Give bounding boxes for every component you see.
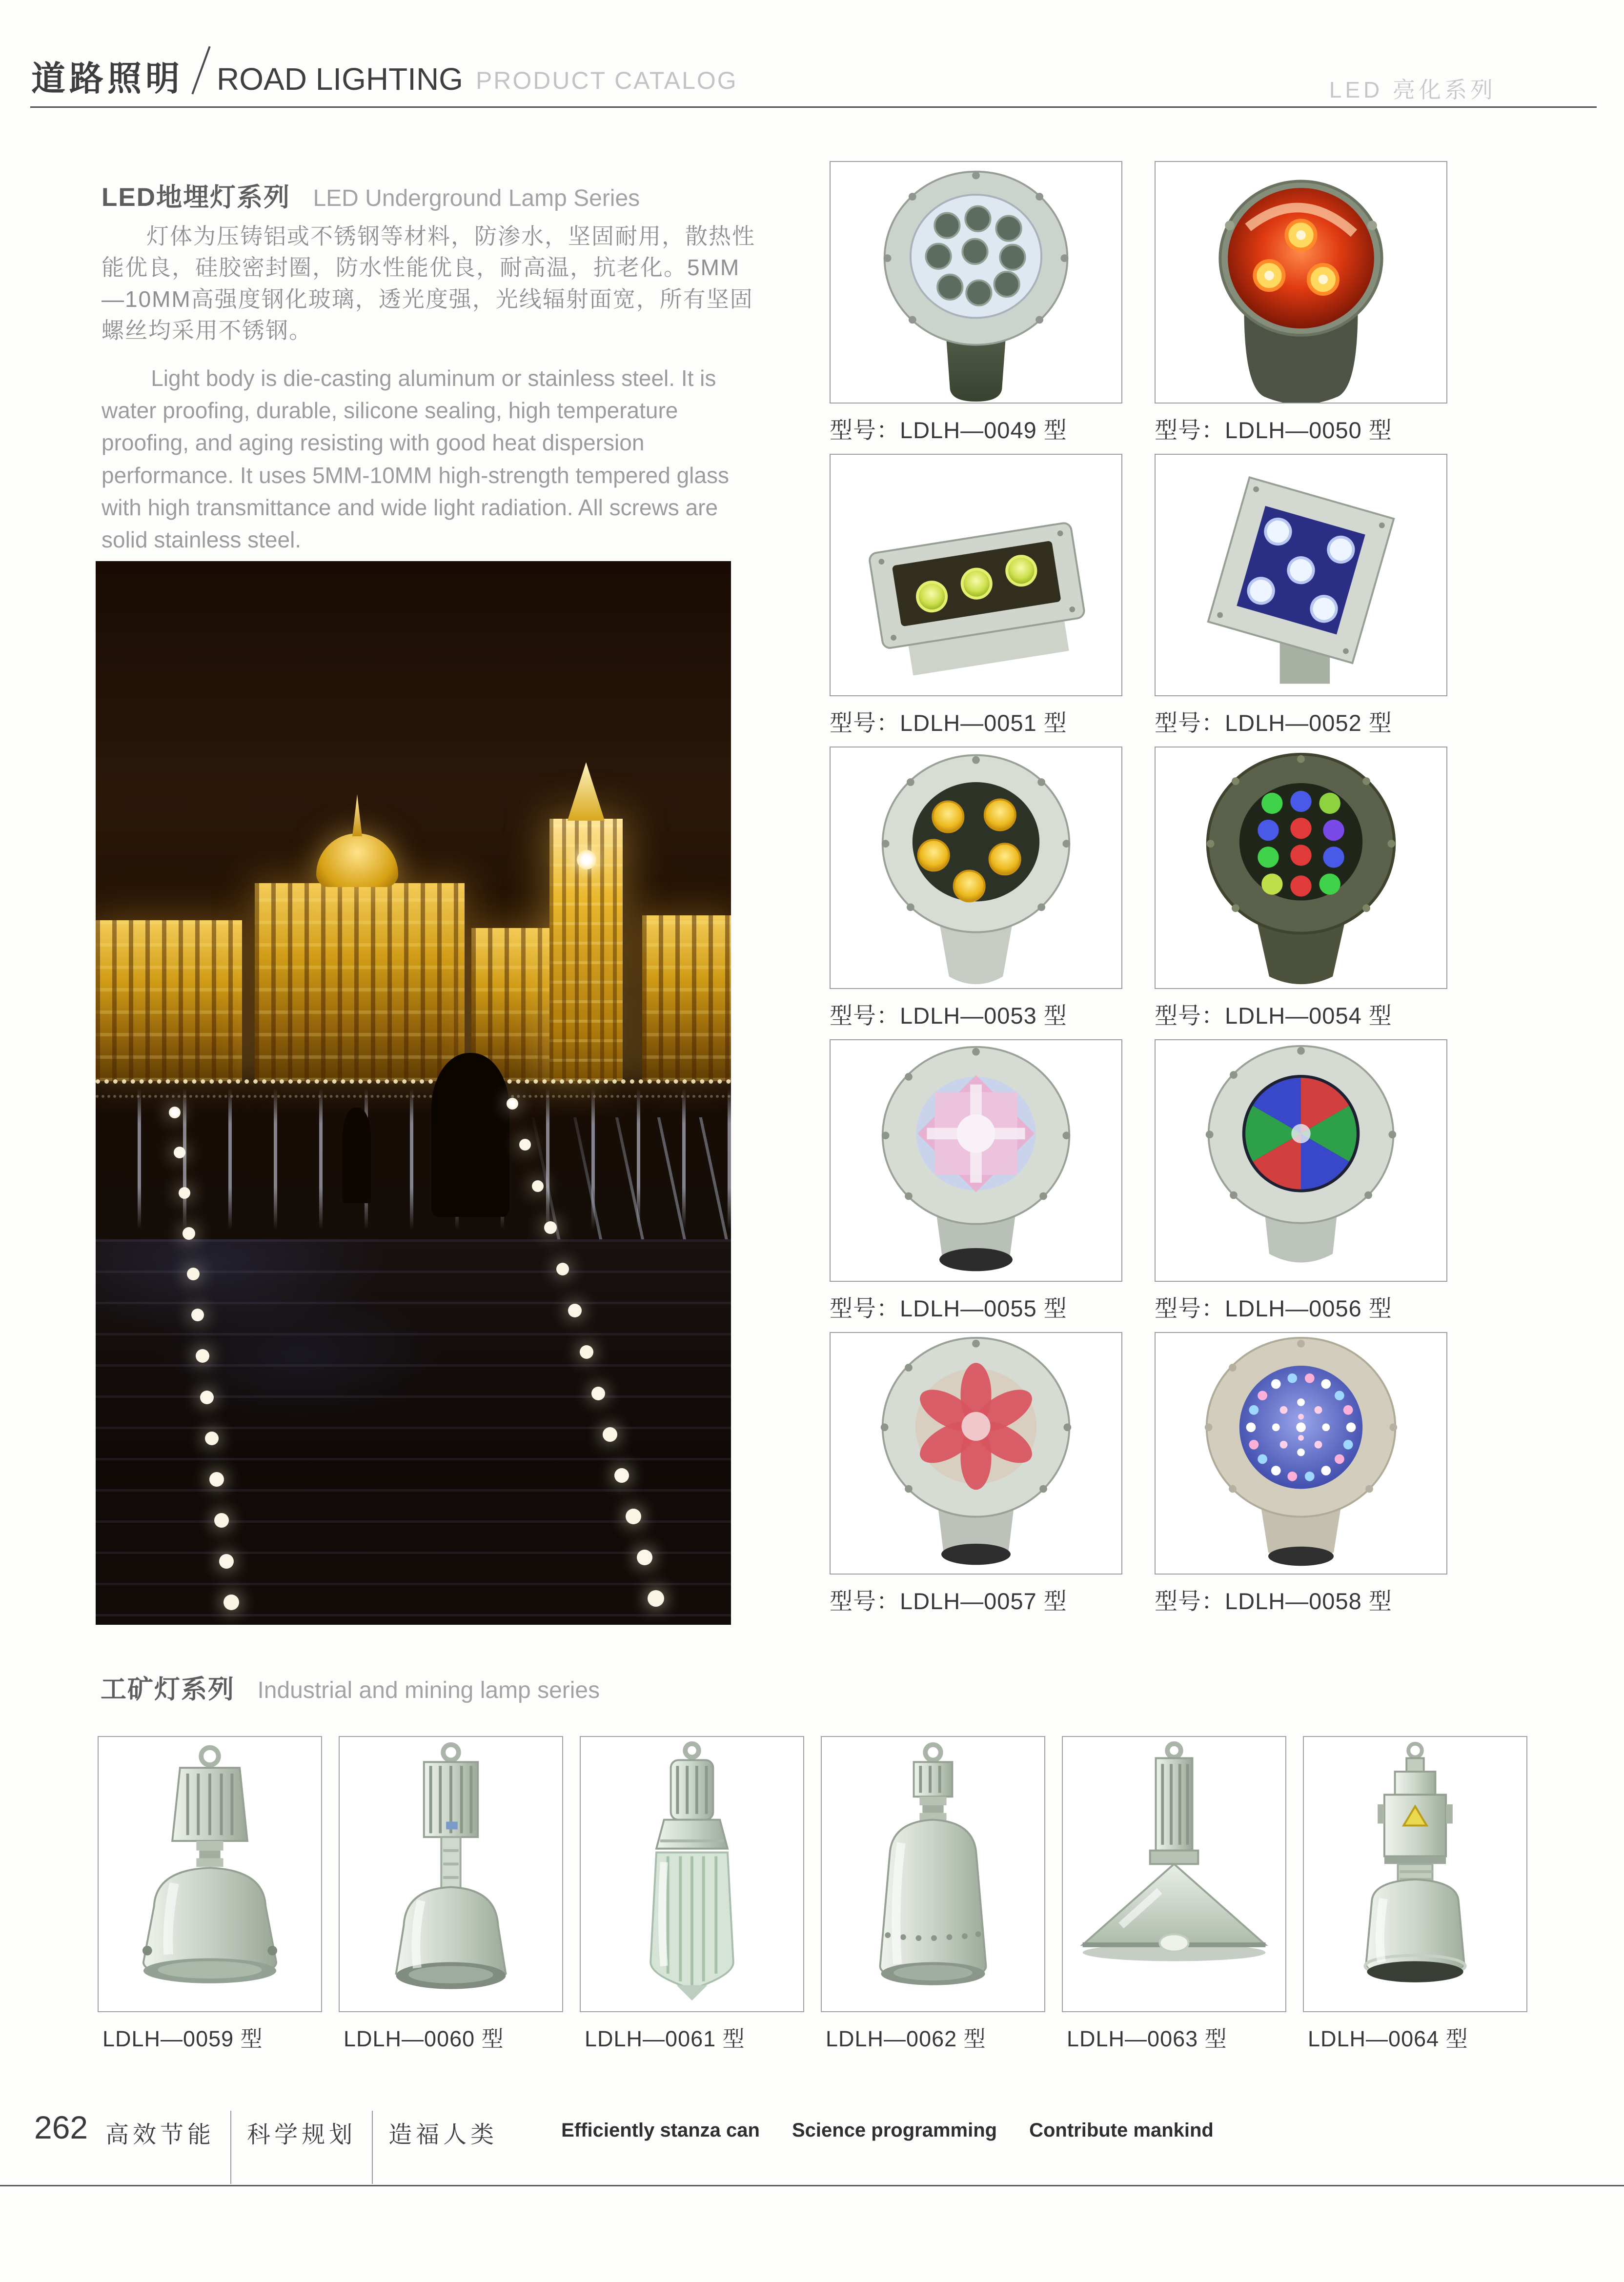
- product-model-label: LDLH—0061 型: [585, 2026, 745, 2051]
- product-card: [339, 1736, 563, 2053]
- lamp-illustration-ldlh-0056: [1156, 1040, 1446, 1281]
- footer-slogan-en: Efficiently stanza can: [561, 2120, 760, 2141]
- product-model-label: 型号：LDLH—0056 型: [1155, 1295, 1392, 1321]
- underground-section-title: [102, 177, 640, 214]
- product-card: [1155, 161, 1447, 454]
- product-image-frame: [1155, 161, 1447, 404]
- footer-slogan-cn: 造福人类: [388, 2122, 498, 2148]
- brand-title-en: ROAD LIGHTING: [217, 61, 463, 97]
- product-model-label: LDLH—0062 型: [826, 2026, 986, 2051]
- lamp-illustration-ldlh-0059: [99, 1737, 321, 2011]
- product-model-label: LDLH—0064 型: [1308, 2026, 1468, 2051]
- product-model-label: 型号：LDLH—0055 型: [830, 1295, 1067, 1321]
- lamp-illustration-ldlh-0063: [1063, 1737, 1285, 2011]
- product-image-frame: [830, 1332, 1122, 1575]
- footer-divider: [230, 2111, 231, 2184]
- product-image-frame: [1155, 1332, 1447, 1575]
- product-card: [1062, 1736, 1286, 2053]
- brand-subtitle: PRODUCT CATALOG: [475, 67, 738, 94]
- mining-section-title: [101, 1669, 600, 1706]
- underground-description-en: Light body is die-casting aluminum or stainless steel. It is water proofing, durable, silicone sealing, high temperature proofing, and aging resisting with good heat dispersion performance. It uses 5MM-10MM high-strength tempered glass with high transmittance and wide light radiation. All screws are solid stainless steel.: [102, 365, 729, 553]
- product-card: [1303, 1736, 1527, 2053]
- lamp-illustration-ldlh-0053: [831, 747, 1121, 988]
- product-model-label: LDLH—0060 型: [344, 2026, 504, 2051]
- footer-slogan-en: Contribute mankind: [1029, 2120, 1214, 2141]
- lamp-illustration-ldlh-0057: [831, 1333, 1121, 1574]
- header-rule: [30, 106, 1597, 108]
- lamp-illustration-ldlh-0050: [1156, 162, 1446, 403]
- product-card: [830, 1332, 1122, 1625]
- mining-title-cn: 工矿灯系列: [101, 1675, 235, 1704]
- photo-building: [255, 883, 465, 1081]
- product-image-frame: [1155, 454, 1447, 696]
- product-card: [830, 1039, 1122, 1332]
- mining-product-grid: [98, 1736, 1527, 2053]
- product-card: [830, 747, 1122, 1039]
- product-image-frame: [1062, 1736, 1286, 2012]
- night-scene-photo: [96, 561, 731, 1625]
- footer-rule: [0, 2185, 1624, 2186]
- photo-stairs: [96, 1239, 731, 1625]
- lamp-illustration-ldlh-0051: [831, 455, 1121, 695]
- footer-slogan-cn: 高效节能: [105, 2122, 215, 2148]
- product-image-frame: [830, 161, 1122, 404]
- underground-title-cn: LED地埋灯系列: [102, 183, 290, 212]
- product-image-frame: [830, 454, 1122, 696]
- product-card: [1155, 454, 1447, 747]
- product-model-label: 型号：LDLH—0054 型: [1155, 1003, 1392, 1029]
- lamp-illustration-ldlh-0060: [340, 1737, 562, 2011]
- photo-light-string: [96, 1079, 731, 1084]
- product-model-label: 型号：LDLH—0049 型: [830, 417, 1067, 443]
- footer-slogan-cn: 科学规划: [247, 2122, 357, 2148]
- product-card: [830, 454, 1122, 747]
- product-image-frame: [339, 1736, 563, 2012]
- photo-step-lights-left: [169, 1107, 181, 1118]
- underground-product-grid: [830, 161, 1447, 1625]
- product-card: [1155, 747, 1447, 1039]
- product-image-frame: [1155, 747, 1447, 989]
- brand-header: [31, 45, 738, 96]
- product-card: [830, 161, 1122, 454]
- page-footer: [34, 2111, 1590, 2184]
- photo-building: [96, 920, 242, 1081]
- product-image-frame: [98, 1736, 322, 2012]
- photo-step-lights-right: [507, 1098, 518, 1110]
- product-model-label: 型号：LDLH—0057 型: [830, 1588, 1067, 1614]
- lamp-illustration-ldlh-0061: [581, 1737, 803, 2011]
- product-image-frame: [830, 747, 1122, 989]
- lamp-illustration-ldlh-0058: [1156, 1333, 1446, 1574]
- product-card: [1155, 1332, 1447, 1625]
- product-image-frame: [1303, 1736, 1527, 2012]
- lamp-illustration-ldlh-0062: [822, 1737, 1044, 2011]
- photo-dome: [316, 833, 398, 887]
- footer-divider: [372, 2111, 373, 2184]
- lamp-illustration-ldlh-0064: [1304, 1737, 1526, 2011]
- product-image-frame: [1155, 1039, 1447, 1282]
- photo-person-silhouette: [343, 1108, 371, 1203]
- product-card: [1155, 1039, 1447, 1332]
- series-label: LED 亮化系列: [1329, 77, 1496, 102]
- product-image-frame: [821, 1736, 1045, 2012]
- underground-description-cn: 灯体为压铸铝或不锈钢等材料，防渗水，坚固耐用，散热性能优良，硅胶密封圈，防水性能优良，耐高温，抗老化。5MM—10MM高强度钢化玻璃，透光度强，光线辐射面宽，所有坚固螺丝均采用不锈钢。: [102, 223, 755, 343]
- page-number: 262: [34, 2109, 88, 2145]
- product-card: [580, 1736, 804, 2053]
- product-card: [821, 1736, 1045, 2053]
- product-model-label: LDLH—0059 型: [102, 2026, 263, 2051]
- brand-divider: [191, 46, 210, 94]
- product-model-label: 型号：LDLH—0050 型: [1155, 417, 1392, 443]
- product-card: [98, 1736, 322, 2053]
- photo-building: [642, 915, 731, 1081]
- product-model-label: LDLH—0063 型: [1067, 2026, 1227, 2051]
- underground-title-en: LED Underground Lamp Series: [313, 185, 640, 211]
- product-model-label: 型号：LDLH—0058 型: [1155, 1588, 1392, 1614]
- photo-person-silhouette: [431, 1053, 509, 1217]
- mining-title-en: Industrial and mining lamp series: [257, 1677, 600, 1703]
- lamp-illustration-ldlh-0049: [831, 162, 1121, 403]
- product-model-label: 型号：LDLH—0052 型: [1155, 710, 1392, 736]
- product-model-label: 型号：LDLH—0051 型: [830, 710, 1067, 736]
- lamp-illustration-ldlh-0052: [1156, 455, 1446, 695]
- lamp-illustration-ldlh-0054: [1156, 747, 1446, 988]
- product-image-frame: [830, 1039, 1122, 1282]
- photo-clock-face: [577, 850, 596, 869]
- footer-slogan-en: Science programming: [792, 2120, 997, 2141]
- product-model-label: 型号：LDLH—0053 型: [830, 1003, 1067, 1029]
- brand-title-cn: 道路照明: [31, 60, 183, 98]
- product-image-frame: [580, 1736, 804, 2012]
- photo-skyline: [96, 825, 731, 1098]
- lamp-illustration-ldlh-0055: [831, 1040, 1121, 1281]
